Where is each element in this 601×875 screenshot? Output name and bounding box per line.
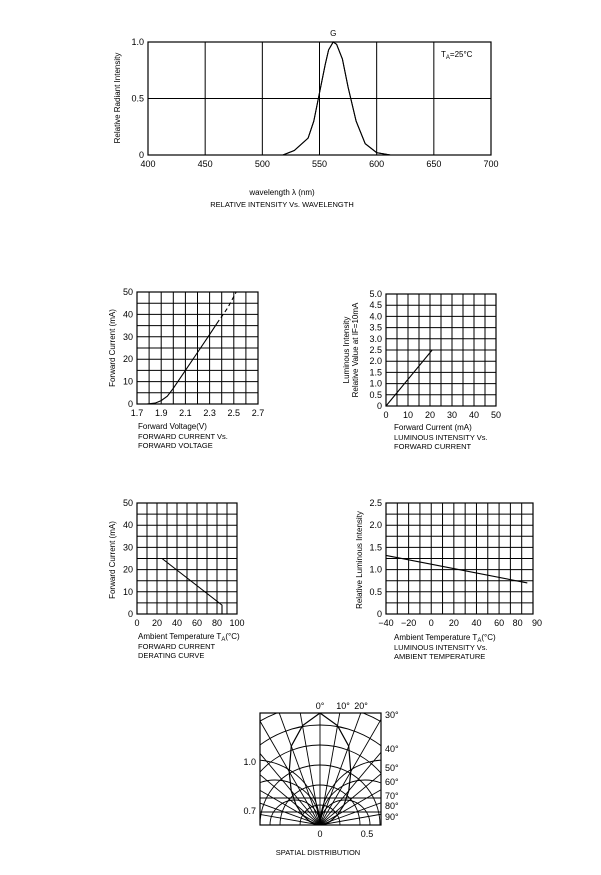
derating-x-tick-label: 60 bbox=[191, 618, 203, 628]
iv-x-axis-label: Forward Voltage(V) bbox=[138, 422, 207, 431]
spectrum-x-tick-label: 700 bbox=[483, 159, 499, 169]
spatial-angle-label: 20° bbox=[354, 701, 368, 711]
lum_vs_ta-x-tick-label: 60 bbox=[494, 618, 505, 628]
spectrum-title: RELATIVE INTENSITY Vs. WAVELENGTH bbox=[210, 200, 354, 209]
iv-y-tick-label: 30 bbox=[122, 331, 133, 342]
derating-y-tick-label: 50 bbox=[122, 498, 133, 508]
spectrum-y-tick-label: 0 bbox=[138, 150, 144, 160]
spectrum-chart bbox=[113, 29, 499, 209]
lum_vs_ta-x-tick-label: −20 bbox=[400, 618, 417, 628]
lum_vs_ta-y-tick-label: 1.0 bbox=[369, 564, 382, 575]
spatial-lobe-left bbox=[289, 713, 320, 825]
spatial-angle-label: 30° bbox=[385, 710, 399, 720]
lum_vs_if-x-tick-label: 30 bbox=[446, 410, 458, 420]
lum_vs_if-y-tick-label: 3.0 bbox=[369, 333, 382, 344]
lum-if-y-axis-label: Luminous Intensity bbox=[342, 316, 351, 384]
lum_vs_ta-x-tick-label: −40 bbox=[378, 618, 394, 628]
iv-x-tick-label: 1.9 bbox=[154, 408, 168, 418]
iv-chart bbox=[108, 287, 264, 450]
lum_vs_if-x-tick-label: 50 bbox=[490, 410, 502, 420]
iv-x-tick-label: 2.5 bbox=[227, 408, 241, 418]
lum_vs_ta-y-tick-label: 0 bbox=[376, 609, 382, 619]
spatial-angle-label: 80° bbox=[385, 801, 399, 811]
iv-caption-line: FORWARD CURRENT Vs. bbox=[138, 432, 228, 441]
lum-if-caption-line: LUMINOUS INTENSITY Vs. bbox=[394, 433, 488, 442]
lum_vs_ta-x-tick-label: 20 bbox=[448, 618, 459, 628]
lum-if-x-axis-label: Forward Current (mA) bbox=[394, 423, 472, 432]
lum-ta-caption-line: LUMINOUS INTENSITY Vs. bbox=[394, 643, 488, 652]
spatial-angle-label: 60° bbox=[385, 777, 399, 787]
lum_vs_ta-y-tick-label: 1.5 bbox=[369, 542, 382, 553]
iv-x-tick-label: 2.7 bbox=[251, 408, 265, 418]
lum_vs_if-x-tick-label: 10 bbox=[402, 410, 414, 420]
lum_vs_ta-x-tick-label: 80 bbox=[512, 618, 523, 628]
derating-x-tick-label: 0 bbox=[134, 618, 140, 628]
spatial-radial-label: 1.0 bbox=[243, 757, 256, 767]
lum_vs_ta-chart bbox=[355, 498, 542, 661]
lum-if-y-axis-label: Relative Value at IF=10mA bbox=[351, 302, 360, 398]
spatial-radial-line bbox=[191, 672, 320, 825]
derating-y-tick-label: 20 bbox=[122, 564, 133, 575]
spectrum-x-tick-label: 650 bbox=[426, 159, 442, 169]
iv-x-tick-label: 1.7 bbox=[130, 408, 144, 418]
spectrum-x-axis-label: wavelength λ (nm) bbox=[249, 188, 315, 197]
lum_vs_if-y-tick-label: 1.0 bbox=[369, 378, 382, 389]
lum-if-caption-line: FORWARD CURRENT bbox=[394, 442, 472, 451]
lum-ta-caption-line: AMBIENT TEMPERATURE bbox=[394, 652, 486, 661]
lum_vs_if-x-tick-label: 40 bbox=[468, 410, 480, 420]
spatial-angle-label: 70° bbox=[385, 791, 399, 801]
derating-series-line bbox=[137, 559, 222, 615]
lum_vs_if-x-tick-label: 20 bbox=[424, 410, 436, 420]
lum-ta-x-axis-label-sub: A bbox=[477, 638, 482, 644]
derating-x-tick-label: 40 bbox=[171, 618, 183, 628]
iv-y-tick-label: 20 bbox=[122, 354, 133, 365]
lum-ta-x-axis-label-unit: (°C) bbox=[481, 633, 496, 642]
derating-chart bbox=[108, 498, 245, 660]
spectrum-y-tick-label: 1.0 bbox=[131, 37, 144, 47]
spatial-chart bbox=[120, 625, 520, 875]
derating-y-tick-label: 40 bbox=[122, 520, 133, 531]
lum_vs_ta-y-tick-label: 0.5 bbox=[369, 586, 382, 597]
spectrum-annotation-rest: =25°C bbox=[449, 50, 473, 59]
derating-caption-line: FORWARD CURRENT bbox=[138, 642, 216, 651]
spectrum-x-tick-label: 600 bbox=[369, 159, 385, 169]
lum_vs_ta-y-tick-label: 2.0 bbox=[369, 520, 382, 531]
lum_vs_ta-x-tick-label: 40 bbox=[471, 618, 482, 628]
spatial-lobe-right bbox=[320, 713, 351, 825]
lum_vs_if-y-tick-label: 4.0 bbox=[369, 311, 382, 322]
spatial-angle-label: 0° bbox=[315, 701, 325, 711]
spectrum-series-name: G bbox=[330, 29, 337, 38]
derating-x-axis-label: Ambient Temperature $T_A(^\circ C)$ bbox=[138, 632, 240, 643]
spectrum-annotation-sub: A bbox=[445, 55, 450, 61]
derating-x-tick-label: 100 bbox=[229, 618, 245, 628]
lum_vs_if-y-tick-label: 5.0 bbox=[369, 289, 382, 299]
iv-y-tick-label: 50 bbox=[122, 287, 133, 297]
derating-y-tick-label: 30 bbox=[122, 542, 133, 553]
derating-x-axis-label-sub: A bbox=[221, 637, 226, 643]
lum-ta-x-axis-label: Ambient Temperature $T_A(^\circ C)$ bbox=[394, 633, 496, 644]
spatial-angle-label: 50° bbox=[385, 763, 399, 773]
spectrum-x-tick-label: 450 bbox=[197, 159, 213, 169]
iv-y-axis-label: Forward Current (mA) bbox=[108, 309, 117, 387]
spectrum-annotation: $T_A=25^\circ C$ bbox=[441, 50, 473, 61]
derating-y-tick-label: 10 bbox=[122, 586, 133, 597]
iv-series-line bbox=[147, 323, 217, 404]
spatial-angle-label: 10° bbox=[336, 701, 350, 711]
iv-y-tick-label: 0 bbox=[127, 399, 133, 409]
spectrum-x-tick-label: 550 bbox=[311, 159, 328, 169]
lum_vs_if-y-tick-label: 1.5 bbox=[369, 367, 382, 378]
derating-x-axis-label-unit: (°C) bbox=[225, 632, 240, 641]
lum-ta-y-axis-label: Relative Luminous Intensity bbox=[355, 511, 364, 609]
iv-caption-line: FORWARD VOLTAGE bbox=[138, 441, 213, 450]
lum_vs_if-y-tick-label: 0 bbox=[376, 401, 382, 411]
spatial-title: SPATIAL DISTRIBUTION bbox=[275, 848, 361, 857]
derating-x-tick-label: 80 bbox=[211, 618, 223, 628]
iv-x-tick-label: 2.1 bbox=[179, 408, 192, 418]
spectrum-y-axis-label: Relative Radiant Intensity bbox=[113, 52, 122, 144]
lum_vs_if-y-tick-label: 4.5 bbox=[369, 300, 382, 311]
lum_vs_ta-x-tick-label: 0 bbox=[428, 618, 434, 628]
lum_vs_ta-x-tick-label: 90 bbox=[531, 618, 543, 628]
lum_vs_ta-y-tick-label: 2.5 bbox=[369, 498, 382, 508]
spatial-radial-label: 0 bbox=[317, 829, 323, 839]
spectrum-x-tick-label: 500 bbox=[254, 159, 270, 169]
lum_vs_if-chart bbox=[342, 289, 501, 451]
spectrum-x-tick-label: 400 bbox=[140, 159, 156, 169]
spatial-angle-label: 40° bbox=[385, 744, 399, 754]
lum_vs_if-y-tick-label: 2.5 bbox=[369, 345, 382, 355]
spatial-angle-label: 90° bbox=[385, 812, 399, 822]
lum_vs_if-y-tick-label: 2.0 bbox=[369, 356, 382, 367]
spectrum-y-tick-label: 0.5 bbox=[131, 93, 144, 104]
spatial-radial-label: 0.7 bbox=[243, 806, 256, 816]
derating-caption-line: DERATING CURVE bbox=[138, 651, 205, 660]
spatial-radial-label: 0.5 bbox=[360, 829, 374, 839]
iv-y-tick-label: 10 bbox=[122, 376, 133, 387]
lum_vs_if-y-tick-label: 0.5 bbox=[369, 389, 382, 400]
spatial-frame bbox=[260, 713, 381, 825]
lum_vs_if-y-tick-label: 3.5 bbox=[369, 322, 382, 333]
derating-y-axis-label: Forward Current (mA) bbox=[108, 521, 117, 599]
lum_vs_if-x-tick-label: 0 bbox=[383, 410, 389, 420]
iv-x-tick-label: 2.3 bbox=[203, 408, 216, 418]
lum_vs_if-series-line bbox=[386, 350, 432, 406]
iv-y-tick-label: 40 bbox=[122, 309, 133, 320]
derating-y-tick-label: 0 bbox=[127, 609, 133, 619]
derating-x-tick-label: 20 bbox=[151, 618, 163, 628]
